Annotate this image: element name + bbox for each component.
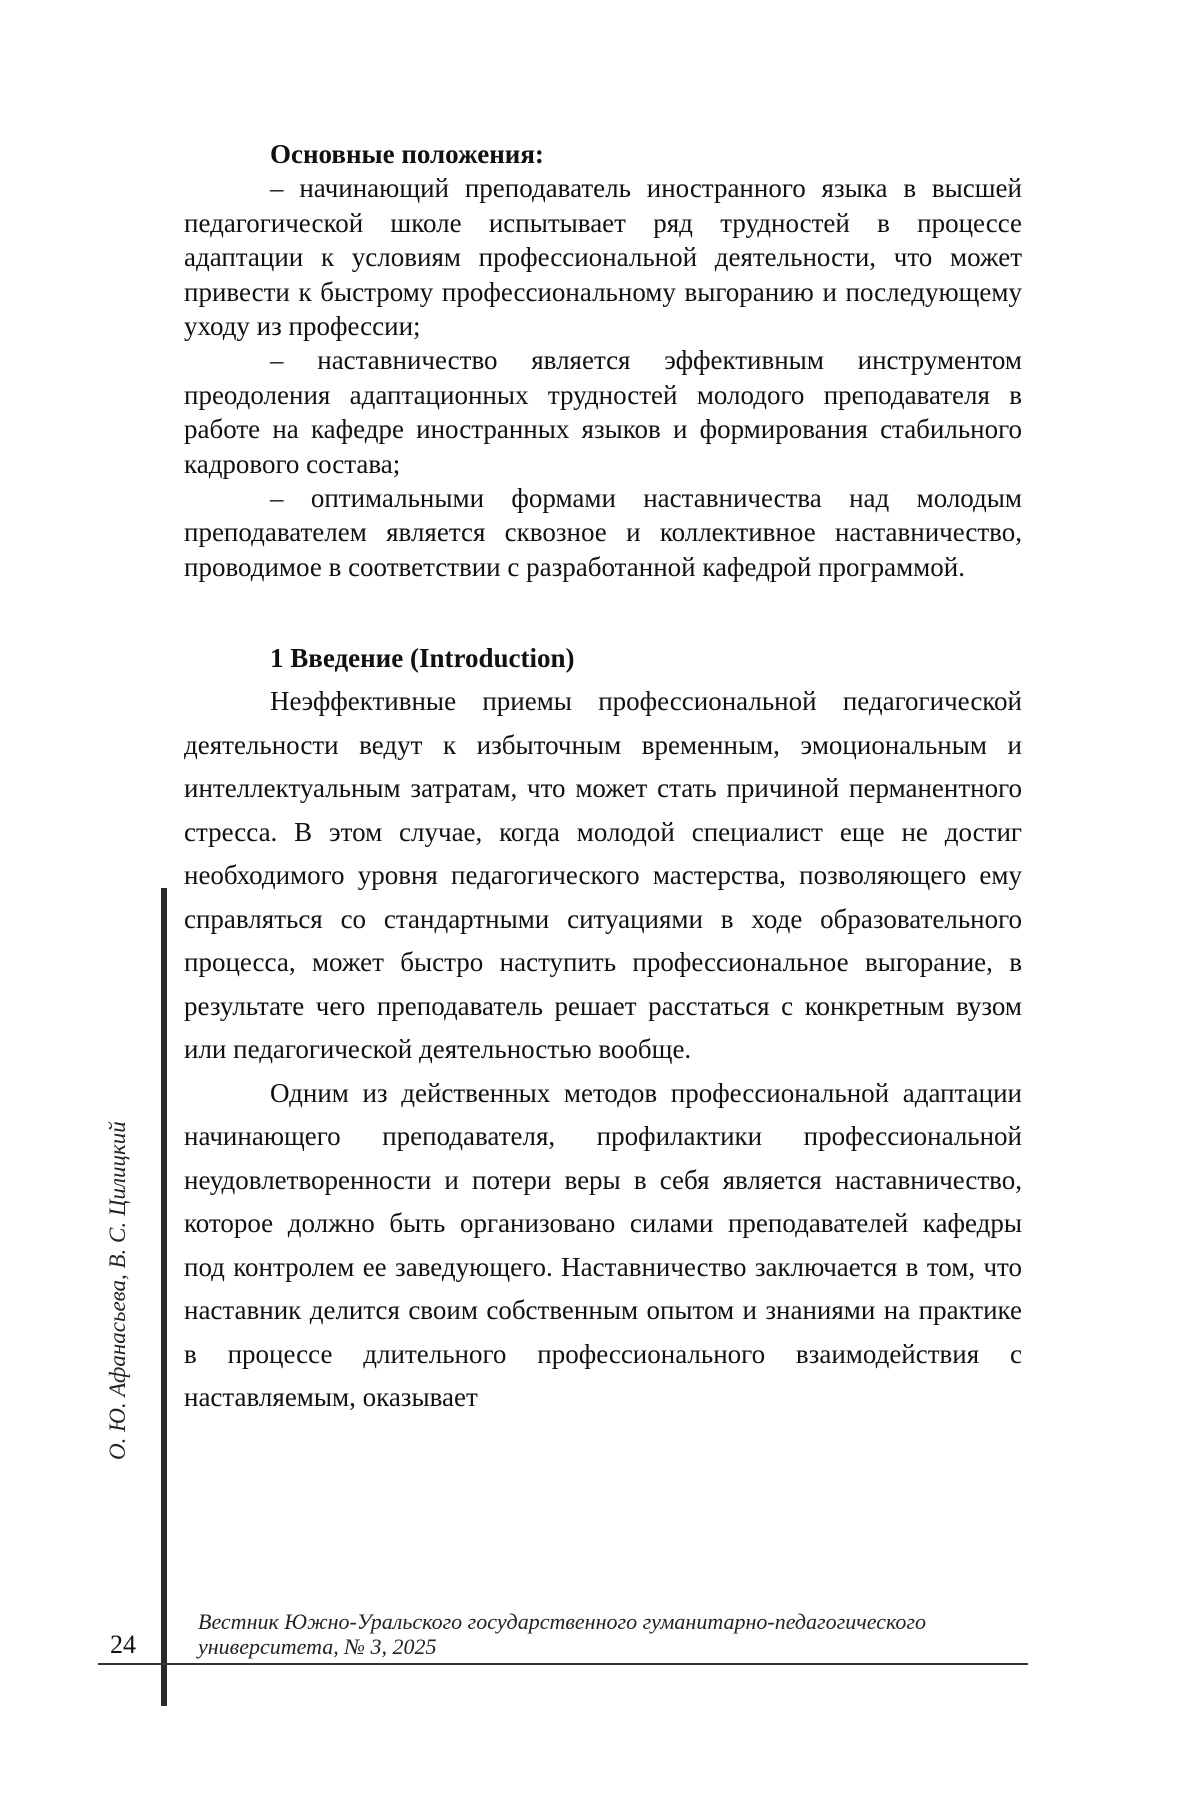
introduction-paragraph: Неэффективные приемы профессиональной педагогической деятельности ведут к избыточным временным, эмоциональным и интеллектуальным затратам, что может стать причиной перманентного стресса. В этом случае, когда молодой специалист еще не достиг необходимого уровня педагогического мастерства, позволяющего ему справляться со стандартными ситуациями в ходе образовательного процесса, может быстро наступить профессиональное выгорание, в результате чего преподаватель решает расстаться с конкретным вузом или педагогической деятельностью вообще. xyxy=(184,686,1022,1064)
key-points-heading: Основные положения: xyxy=(270,139,544,169)
journal-footer xyxy=(198,1609,1028,1659)
margin-vertical-rule xyxy=(161,888,167,1706)
key-point-item: – начинающий преподаватель иностранного языка в высшей педагогической школе испытывает ряд трудностей в процессе адаптации к условиям профессиональной деятельности, что может привести к быстрому профессиональному выгоранию и последующему уходу из профессии; xyxy=(184,173,1022,342)
running-head-authors: О. Ю. Афанасьева, В. С. Цилицкий xyxy=(105,1121,130,1460)
journal-footer-line: Вестник Южно-Уральского государственного гуманитарно-педагогического xyxy=(198,1609,926,1634)
footer-rule xyxy=(98,1663,1028,1665)
page-number: 24 xyxy=(110,1630,136,1659)
introduction-section xyxy=(184,640,1022,1420)
key-point-item: – оптимальными формами наставничества над молодым преподавателем является сквозное и коллективное наставничество, проводимое в соответствии с разработанной кафедрой программой. xyxy=(184,483,1022,582)
introduction-paragraph: Одним из действенных методов профессиональной адаптации начинающего преподавателя, профилактики профессиональной неудовлетворенности и потери веры в себя является наставничество, которое должно быть организовано силами преподавателей кафедры под контролем ее заведующего. Наставничество заключается в том, что наставник делится своим собственным опытом и знаниями на практике в процессе длительного профессионального взаимодействия с наставляемым, оказывает xyxy=(184,1077,1022,1412)
journal-footer-line: университета, № 3, 2025 xyxy=(198,1634,437,1659)
key-point-item: – наставничество является эффективным инструментом преодоления адаптационных трудностей молодого преподавателя в работе на кафедре иностранных языков и формирования стабильного кадрового состава; xyxy=(184,345,1022,479)
introduction-heading: 1 Введение (Introduction) xyxy=(270,643,575,673)
key-points-section xyxy=(184,137,1022,584)
